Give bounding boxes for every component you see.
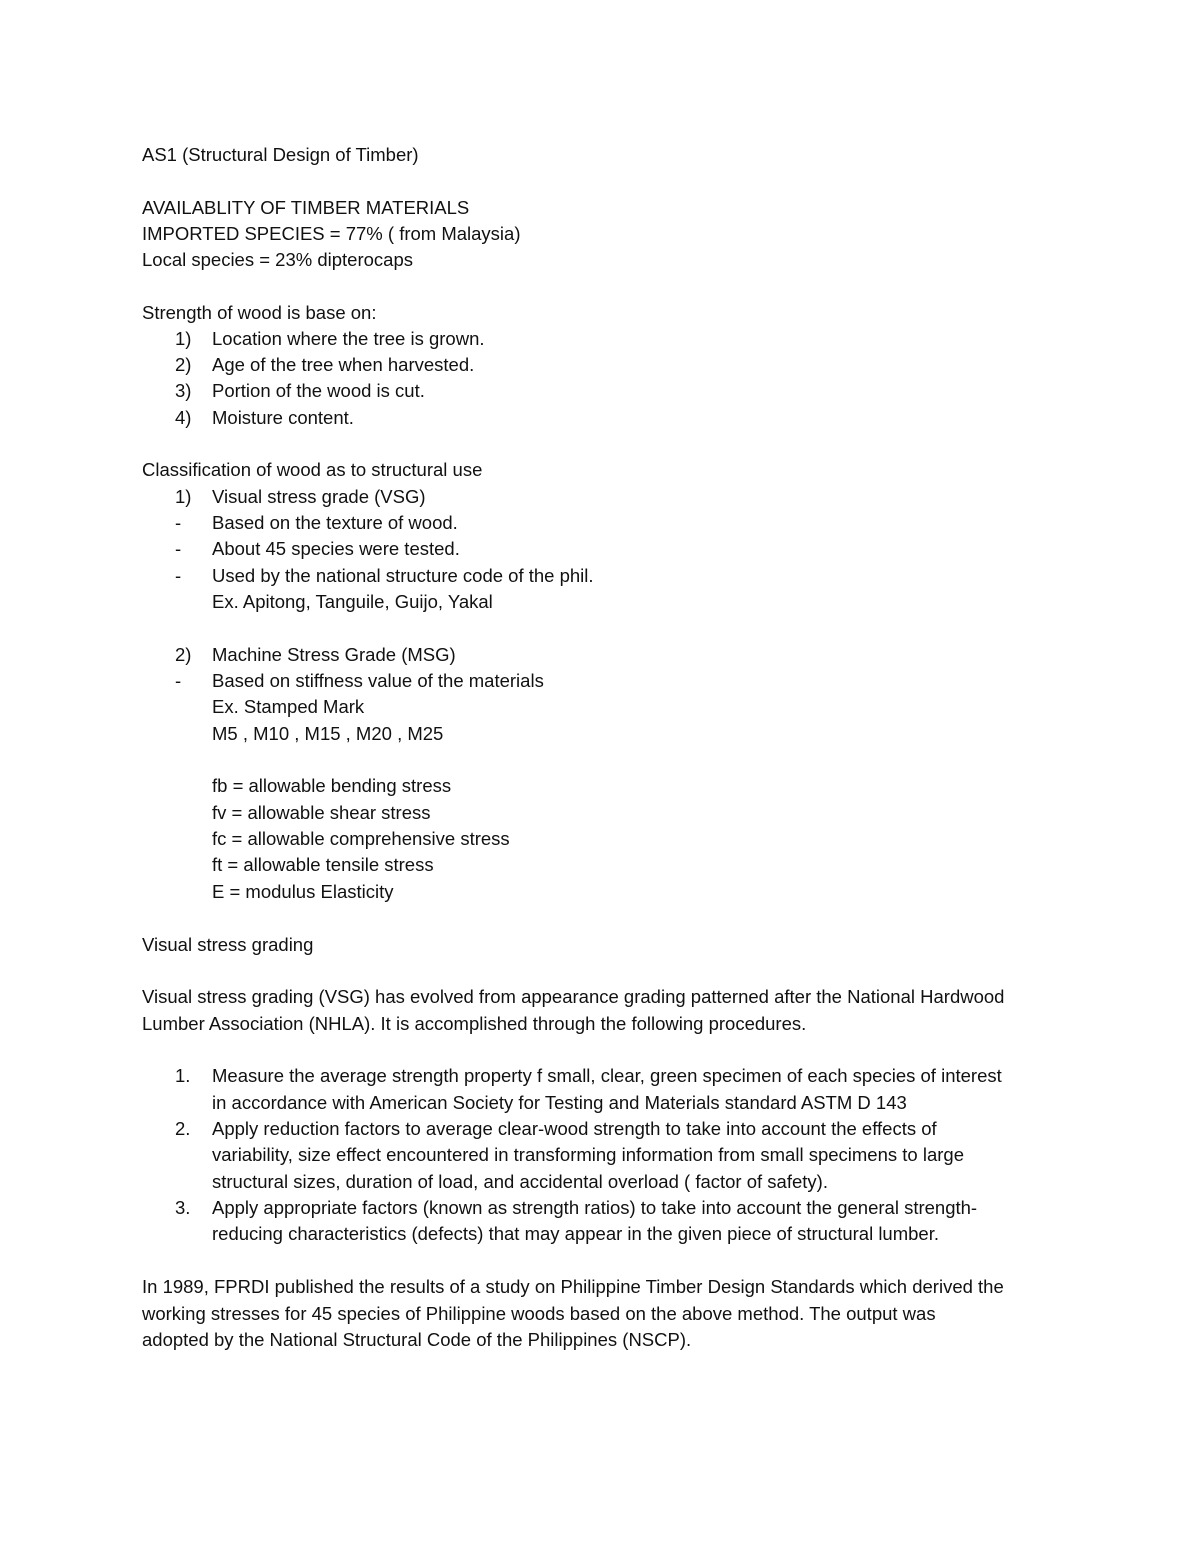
- vsg-bullet: Used by the national structure code of the phil.: [212, 565, 594, 586]
- list-item: Age of the tree when harvested.: [212, 354, 475, 375]
- step-line: Measure the average strength property f small, clear, green specimen of each species of interest: [212, 1065, 1002, 1086]
- step-number: 3.: [175, 1197, 191, 1218]
- msg-bullet: Based on stiffness value of the materials: [212, 670, 544, 691]
- step-line: in accordance with American Society for Testing and Materials standard ASTM D 143: [212, 1092, 907, 1113]
- list-number: 1): [175, 486, 192, 507]
- step-number: 1.: [175, 1065, 191, 1086]
- definition-line: fc = allowable comprehensive stress: [212, 828, 510, 849]
- local-species: Local species = 23% dipterocaps: [142, 249, 413, 270]
- definition-line: E = modulus Elasticity: [212, 881, 394, 902]
- vsg-example: Ex. Apitong, Tanguile, Guijo, Yakal: [212, 591, 493, 612]
- msg-label: Machine Stress Grade (MSG): [212, 644, 456, 665]
- step-line: structural sizes, duration of load, and accidental overload ( factor of safety).: [212, 1171, 828, 1192]
- paragraph-line: In 1989, FPRDI published the results of a study on Philippine Timber Design Standards which derived the: [142, 1276, 1004, 1297]
- msg-example: Ex. Stamped Mark: [212, 696, 365, 717]
- paragraph-line: Visual stress grading (VSG) has evolved from appearance grading patterned after the National Hardwood: [142, 986, 1005, 1007]
- msg-grades: M5 , M10 , M15 , M20 , M25: [212, 723, 444, 744]
- vsg-label: Visual stress grade (VSG): [212, 486, 426, 507]
- step-line: Apply reduction factors to average clear-wood strength to take into account the effects of: [212, 1118, 937, 1139]
- dash-bullet: -: [175, 538, 182, 559]
- list-item: Portion of the wood is cut.: [212, 380, 425, 401]
- vsg-bullet: Based on the texture of wood.: [212, 512, 458, 533]
- paragraph-line: adopted by the National Structural Code of the Philippines (NSCP).: [142, 1329, 692, 1350]
- paragraph-line: working stresses for 45 species of Philippine woods based on the above method. The output was: [142, 1303, 936, 1324]
- strength-heading: Strength of wood is base on:: [142, 302, 377, 323]
- dash-bullet: -: [175, 565, 182, 586]
- list-number: 4): [175, 407, 192, 428]
- paragraph-line: Lumber Association (NHLA). It is accomplished through the following procedures.: [142, 1013, 807, 1034]
- list-number: 2): [175, 644, 192, 665]
- step-line: Apply appropriate factors (known as strength ratios) to take into account the general strength-: [212, 1197, 978, 1218]
- dash-bullet: -: [175, 512, 182, 533]
- classification-heading: Classification of wood as to structural use: [142, 459, 483, 480]
- imported-species: IMPORTED SPECIES = 77% ( from Malaysia): [142, 223, 521, 244]
- list-number: 1): [175, 328, 192, 349]
- availability-heading: AVAILABLITY OF TIMBER MATERIALS: [142, 197, 470, 218]
- list-item: Location where the tree is grown.: [212, 328, 485, 349]
- step-line: reducing characteristics (defects) that may appear in the given piece of structural lumber.: [212, 1223, 939, 1244]
- definition-line: fv = allowable shear stress: [212, 802, 431, 823]
- list-number: 3): [175, 380, 192, 401]
- visual-grading-heading: Visual stress grading: [142, 934, 314, 955]
- step-line: variability, size effect encountered in transforming information from small specimens to large: [212, 1144, 964, 1165]
- list-item: Moisture content.: [212, 407, 354, 428]
- dash-bullet: -: [175, 670, 182, 691]
- definition-line: fb = allowable bending stress: [212, 775, 452, 796]
- list-number: 2): [175, 354, 192, 375]
- step-number: 2.: [175, 1118, 191, 1139]
- document-title: AS1 (Structural Design of Timber): [142, 144, 419, 165]
- vsg-bullet: About 45 species were tested.: [212, 538, 460, 559]
- definition-line: ft = allowable tensile stress: [212, 854, 434, 875]
